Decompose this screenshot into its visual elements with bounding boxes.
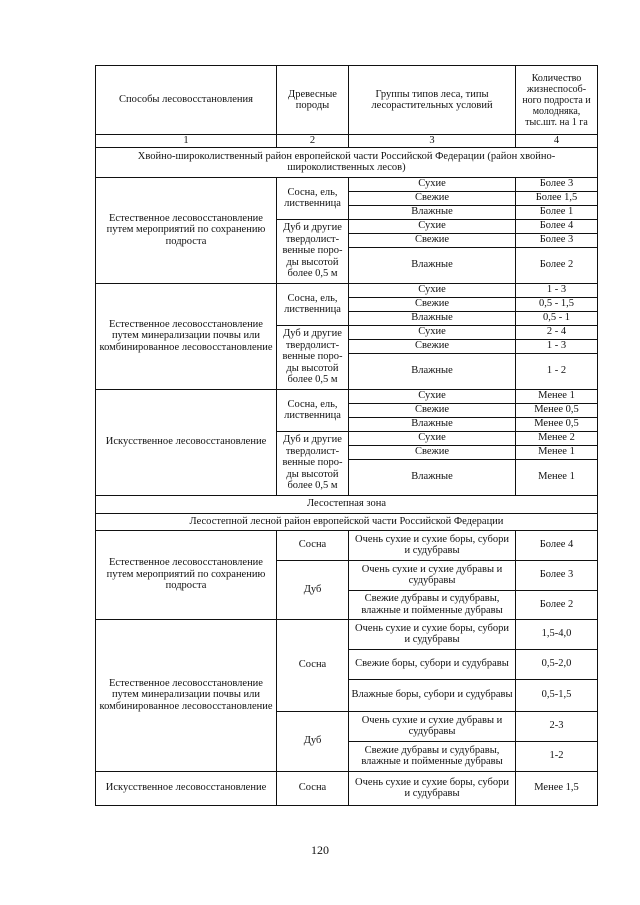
value-cell: Более 4 xyxy=(516,530,598,560)
group-cell: Влажные xyxy=(349,353,516,389)
species-cell: Дуб и другие твердолист-венные поро-ды высотой более 0,5 м xyxy=(277,431,349,495)
value-cell: Более 3 xyxy=(516,233,598,247)
value-cell: Менее 1,5 xyxy=(516,771,598,805)
table-row xyxy=(96,619,598,649)
col-num-3: 3 xyxy=(349,135,516,148)
table-row xyxy=(96,771,598,805)
group-cell: Очень сухие и сухие боры, субори и судубравы xyxy=(349,771,516,805)
group-cell: Свежие xyxy=(349,191,516,205)
group-cell: Влажные xyxy=(349,311,516,325)
value-cell: Более 4 xyxy=(516,219,598,233)
value-cell: 1 - 2 xyxy=(516,353,598,389)
value-cell: 0,5 - 1,5 xyxy=(516,297,598,311)
species-cell: Сосна xyxy=(277,530,349,560)
header-groups: Группы типов леса, типы лесорастительных условий xyxy=(349,66,516,135)
group-cell: Влажные xyxy=(349,247,516,283)
header-row xyxy=(96,66,598,135)
species-cell: Сосна xyxy=(277,619,349,711)
method-cell: Искусственное лесовосстановление xyxy=(96,389,277,495)
section-row xyxy=(96,513,598,530)
group-cell: Свежие дубравы и судубравы, влажные и пойменные дубравы xyxy=(349,741,516,771)
table-row xyxy=(96,530,598,560)
group-cell: Очень сухие и сухие боры, субори и судубравы xyxy=(349,619,516,649)
section-row xyxy=(96,147,598,177)
reforestation-table xyxy=(95,65,598,806)
group-cell: Сухие xyxy=(349,325,516,339)
value-cell: Менее 0,5 xyxy=(516,403,598,417)
table-row xyxy=(96,177,598,191)
group-cell: Свежие xyxy=(349,339,516,353)
group-cell: Очень сухие и сухие боры, субори и судубравы xyxy=(349,530,516,560)
header-species: Древесные породы xyxy=(277,66,349,135)
value-cell: 1,5-4,0 xyxy=(516,619,598,649)
species-cell: Сосна, ель, лиственница xyxy=(277,283,349,325)
col-num-2: 2 xyxy=(277,135,349,148)
header-methods: Способы лесовосстановления xyxy=(96,66,277,135)
table-row xyxy=(96,389,598,403)
species-cell: Дуб xyxy=(277,560,349,619)
group-cell: Свежие xyxy=(349,233,516,247)
value-cell: Более 2 xyxy=(516,590,598,619)
table-row xyxy=(96,283,598,297)
value-cell: 2 - 4 xyxy=(516,325,598,339)
column-number-row xyxy=(96,135,598,148)
value-cell: 2-3 xyxy=(516,711,598,741)
value-cell: Более 1 xyxy=(516,205,598,219)
value-cell: Более 3 xyxy=(516,177,598,191)
value-cell: Более 1,5 xyxy=(516,191,598,205)
value-cell: Менее 1 xyxy=(516,445,598,459)
group-cell: Очень сухие и сухие дубравы и судубравы xyxy=(349,560,516,590)
page-number: 120 xyxy=(311,843,329,857)
value-cell: Менее 1 xyxy=(516,389,598,403)
value-cell: Более 2 xyxy=(516,247,598,283)
method-cell: Естественное лесовосстановление путем минерализации почвы или комбинированное лесовосстановление xyxy=(96,283,277,389)
group-cell: Свежие xyxy=(349,403,516,417)
method-cell: Искусственное лесовосстановление xyxy=(96,771,277,805)
value-cell: 1-2 xyxy=(516,741,598,771)
group-cell: Очень сухие и сухие дубравы и судубравы xyxy=(349,711,516,741)
species-cell: Дуб и другие твердолист-венные поро-ды высотой более 0,5 м xyxy=(277,325,349,389)
group-cell: Сухие xyxy=(349,177,516,191)
value-cell: 1 - 3 xyxy=(516,339,598,353)
group-cell: Свежие xyxy=(349,297,516,311)
group-cell: Влажные xyxy=(349,417,516,431)
col-num-4: 4 xyxy=(516,135,598,148)
method-cell: Естественное лесовосстановление путем мероприятий по сохранению подроста xyxy=(96,177,277,283)
value-cell: 0,5-1,5 xyxy=(516,679,598,711)
zone-title: Лесостепная зона xyxy=(96,495,598,513)
value-cell: Более 3 xyxy=(516,560,598,590)
group-cell: Свежие дубравы и судубравы, влажные и пойменные дубравы xyxy=(349,590,516,619)
col-num-1: 1 xyxy=(96,135,277,148)
group-cell: Сухие xyxy=(349,431,516,445)
method-cell: Естественное лесовосстановление путем мероприятий по сохранению подроста xyxy=(96,530,277,619)
species-cell: Дуб xyxy=(277,711,349,771)
group-cell: Сухие xyxy=(349,283,516,297)
group-cell: Влажные боры, субори и судубравы xyxy=(349,679,516,711)
group-cell: Влажные xyxy=(349,459,516,495)
value-cell: 0,5 - 1 xyxy=(516,311,598,325)
section1-title: Хвойно-широколиственный район европейской части Российской Федерации (район хвойно-широколиственных лесов) xyxy=(96,147,598,177)
section-row xyxy=(96,495,598,513)
value-cell: Менее 0,5 xyxy=(516,417,598,431)
species-cell: Дуб и другие твердолист-венные поро-ды высотой более 0,5 м xyxy=(277,219,349,283)
group-cell: Сухие xyxy=(349,389,516,403)
group-cell: Свежие боры, субори и судубравы xyxy=(349,649,516,679)
value-cell: 0,5-2,0 xyxy=(516,649,598,679)
value-cell: Менее 1 xyxy=(516,459,598,495)
species-cell: Сосна, ель, лиственница xyxy=(277,389,349,431)
method-cell: Естественное лесовосстановление путем минерализации почвы или комбинированное лесовосстановление xyxy=(96,619,277,771)
group-cell: Сухие xyxy=(349,219,516,233)
species-cell: Сосна xyxy=(277,771,349,805)
section2-title: Лесостепной лесной район европейской части Российской Федерации xyxy=(96,513,598,530)
header-quantity: Количество жизнеспособ-ного подроста и молодняка, тыс.шт. на 1 га xyxy=(516,66,598,135)
value-cell: Менее 2 xyxy=(516,431,598,445)
species-cell: Сосна, ель, лиственница xyxy=(277,177,349,219)
value-cell: 1 - 3 xyxy=(516,283,598,297)
group-cell: Свежие xyxy=(349,445,516,459)
group-cell: Влажные xyxy=(349,205,516,219)
